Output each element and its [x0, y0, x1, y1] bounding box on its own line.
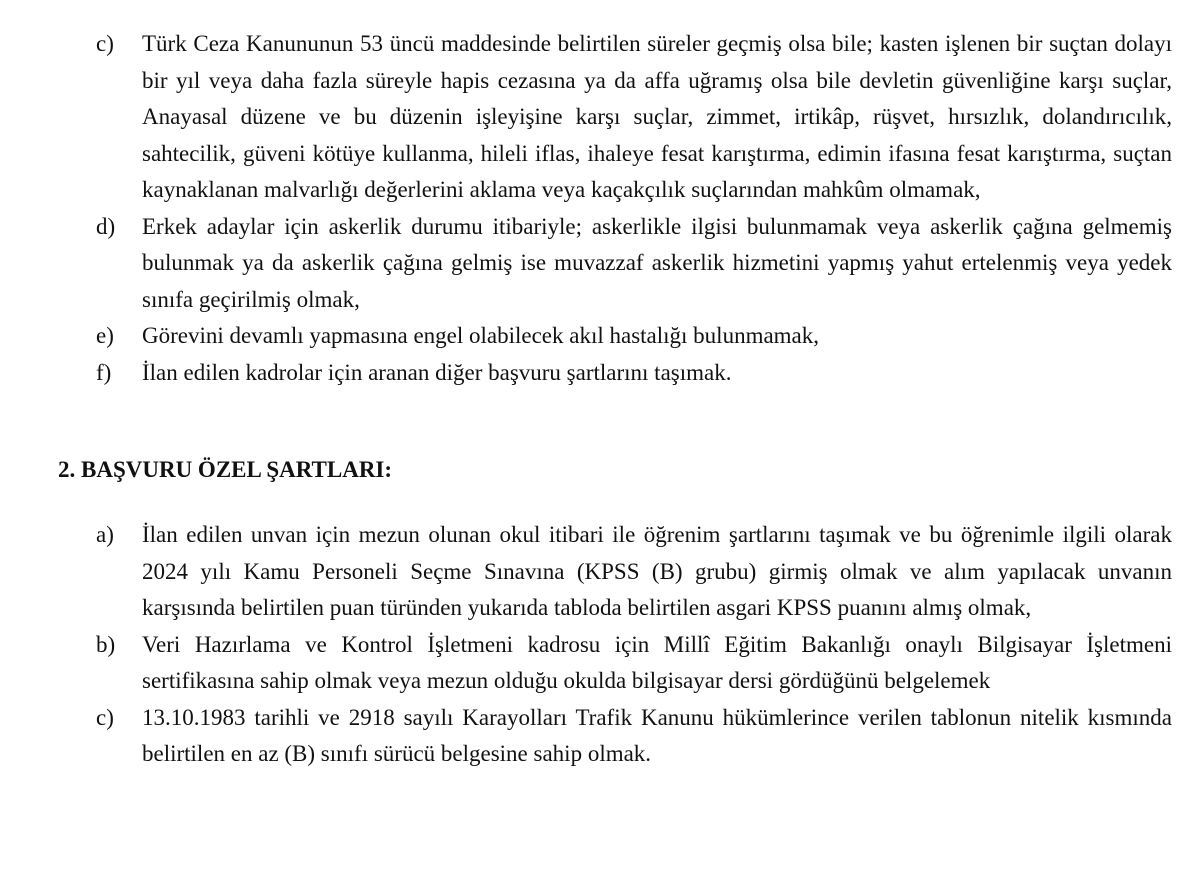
list-item-text: 13.10.1983 tarihli ve 2918 sayılı Karayolları Trafik Kanunu hükümlerince verilen tablonun nitelik kısmında belirtilen en az (B) sınıfı sürücü belgesine sahip olmak. [142, 704, 1172, 766]
list-item-text: Veri Hazırlama ve Kontrol İşletmeni kadrosu için Millî Eğitim Bakanlığı onaylı Bilgisayar İşletmeni sertifikasına sahip olmak veya mezun olduğu okulda bilgisayar dersi gördüğünü belgelemek [142, 631, 1172, 693]
list-item [96, 627, 1172, 700]
list-item-marker: b) [96, 631, 116, 657]
list-item-marker: d) [96, 213, 116, 239]
list-item-marker: e) [96, 323, 114, 348]
general-conditions-list [96, 26, 1172, 391]
list-item-text: Görevini devamlı yapmasına engel olabilecek akıl hastalığı bulunmamak, [142, 323, 820, 348]
list-item-marker: a) [96, 522, 114, 547]
list-item-marker: f) [96, 359, 112, 385]
list-item [96, 355, 1172, 392]
section-heading: 2. BAŞVURU ÖZEL ŞARTLARI: [58, 457, 393, 482]
list-item-marker: c) [96, 704, 114, 730]
special-conditions-list [96, 517, 1172, 773]
list-item [96, 209, 1172, 319]
list-item [96, 26, 1172, 209]
list-item-text: Türk Ceza Kanununun 53 üncü maddesinde belirtilen süreler geçmiş olsa bile; kasten işlenen bir suçtan dolayı bir yıl veya daha fazla süreyle hapis cezasına ya da affa uğramış olsa bile devletin güvenliğine karşı suçlar, Anayasal düzene ve bu düzenin işleyişine karşı suçlar, zimmet, irtikâp, rüşvet, hırsızlık, dolandırıcılık, sahtecilik, güveni kötüye kullanma, hileli iflas, ihaleye fesat karıştırma, edimin ifasına fesat karıştırma, suçtan kaynaklanan malvarlığı değerlerini aklama veya kaçakçılık suçlarından mahkûm olmamak, [142, 31, 1172, 202]
list-item-text: Erkek adaylar için askerlik durumu itibariyle; askerlikle ilgisi bulunmamak veya askerlik çağına gelmemiş bulunmak ya da askerlik çağına gelmiş ise muvazzaf askerlik hizmetini yapmış yahut ertelenmiş veya yedek sınıfa geçirilmiş olmak, [142, 213, 1172, 312]
list-item [96, 517, 1172, 627]
list-item [96, 700, 1172, 773]
list-item-marker: c) [96, 31, 114, 56]
list-item-text: İlan edilen kadrolar için aranan diğer başvuru şartlarını taşımak. [142, 359, 732, 385]
list-item-text: İlan edilen unvan için mezun olunan okul itibari ile öğrenim şartlarını taşımak ve bu öğrenimle ilgili olarak 2024 yılı Kamu Personeli Seçme Sınavına (KPSS (B) grubu) girmiş olmak ve alım yapılacak unvanın karşısında belirtilen puan türünden yukarıda tabloda belirtilen asgari KPSS puanını almış olmak, [142, 522, 1172, 620]
list-item [96, 318, 1172, 355]
